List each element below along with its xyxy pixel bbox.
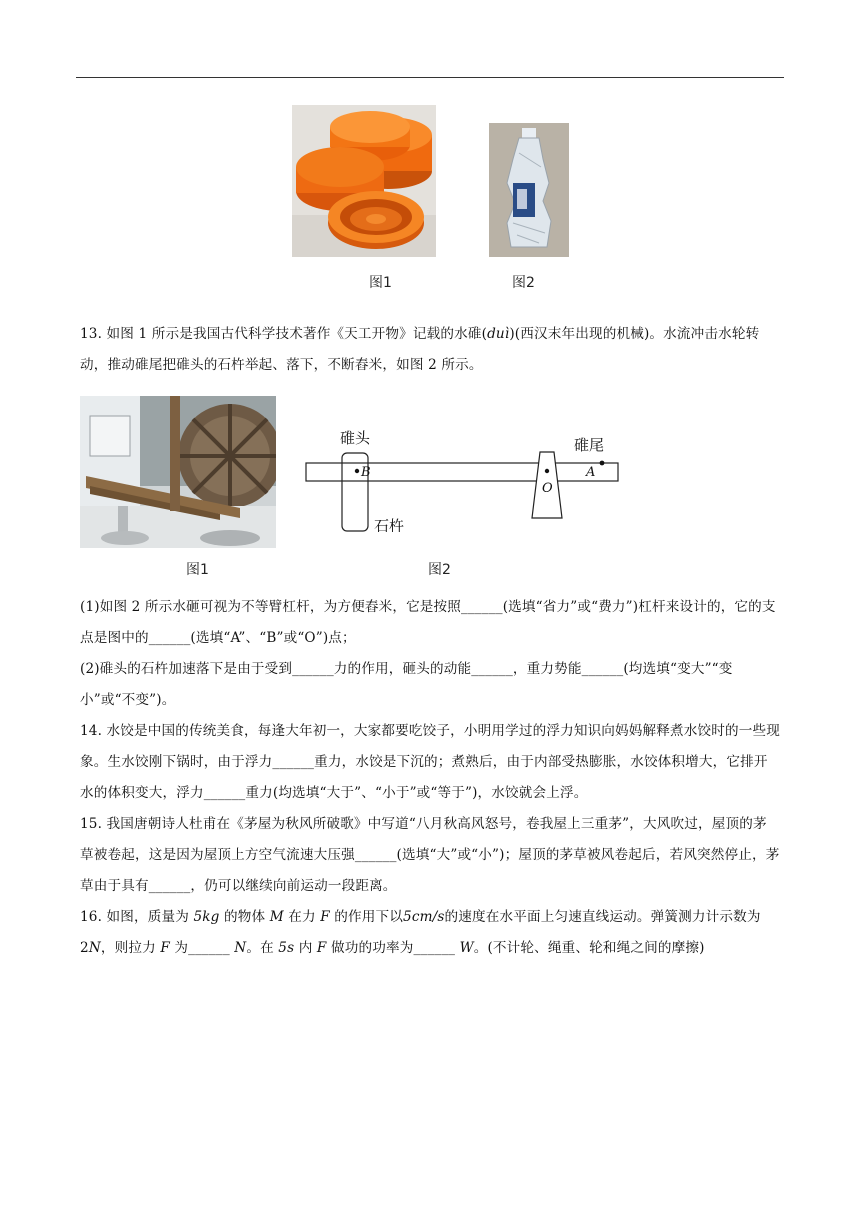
- figure-caption-q13-1: 图1: [186, 562, 209, 578]
- label-a: A: [586, 465, 596, 480]
- point-a-dot: [600, 461, 605, 466]
- crushed-bottle-photo: [489, 123, 569, 257]
- point-b-dot: [355, 469, 359, 473]
- pinyin-dui: duì: [487, 326, 510, 342]
- question-13-part-2: (2)碓头的石杵加速落下是由于受到______力的作用，砸头的动能______，重力势能______(均选填“变大”“变小”或“不变”)。: [80, 661, 733, 708]
- lever-beam: [306, 463, 618, 481]
- question-13-intro: 13. 如图 1 所示是我国古代科学技术著作《天工开物》记载的水碓(duì)(西汉末年出现的机械)。水流冲击水轮转动，推动碓尾把碓头的石杵举起、落下，不断舂米，如图 2 所示。: [80, 326, 760, 373]
- label-tail: 碓尾: [574, 436, 605, 454]
- figure-caption-2: 图2: [512, 275, 535, 291]
- label-pestle: 石杵: [374, 517, 405, 532]
- question-13-part-1: (1)如图 2 所示水砸可视为不等臂杠杆，为方便舂米，它是按照______(选填“省力”或“费力”)杠杆来设计的，它的支点是图中的______(选填“A”、“B”或“O”)点；: [80, 599, 776, 646]
- label-head: 碓头: [340, 429, 371, 447]
- water-mill-photo: [80, 396, 276, 548]
- question-14: 14. 水饺是中国的传统美食，每逢大年初一，大家都要吃饺子，小明用学过的浮力知识向妈妈解释煮水饺时的一些现象。生水饺刚下锅时，由于浮力______重力，水饺是下沉的；煮熟后，由于内部受热膨胀，水饺体积增大，它排开水的体积变大，浮力______重力(均选填“大于”、“小于”或“等于”)，水饺就会上浮。: [80, 723, 780, 801]
- lever-diagram: [300, 420, 630, 532]
- figure-caption-1: 图1: [369, 275, 392, 291]
- point-o-dot: [545, 469, 549, 473]
- figure-caption-q13-2: 图2: [428, 562, 451, 578]
- bottle-caps-photo: [292, 105, 436, 257]
- header-rule: [76, 77, 784, 78]
- question-16: 16. 如图，质量为 5kg 的物体 M 在力 F 的作用下以5cm/s的速度在水平面上匀速直线运动。弹簧测力计示数为 2N，则拉力 F 为______ N。在 5s 内 F 做功的功率为______ W。(不计轮、绳重、轮和绳之间的摩擦): [80, 909, 761, 956]
- question-15: 15. 我国唐朝诗人杜甫在《茅屋为秋风所破歌》中写道“八月秋高风怒号，卷我屋上三重茅”，大风吹过，屋顶的茅草被卷起，这是因为屋顶上方空气流速大压强______(选填“大”或“小”)；屋顶的茅草被风卷起后，若风突然停止，茅草由于具有______，仍可以继续向前运动一段距离。: [80, 816, 780, 894]
- question-text-block: [80, 592, 780, 964]
- label-b: B: [361, 465, 371, 480]
- label-o: O: [542, 481, 553, 496]
